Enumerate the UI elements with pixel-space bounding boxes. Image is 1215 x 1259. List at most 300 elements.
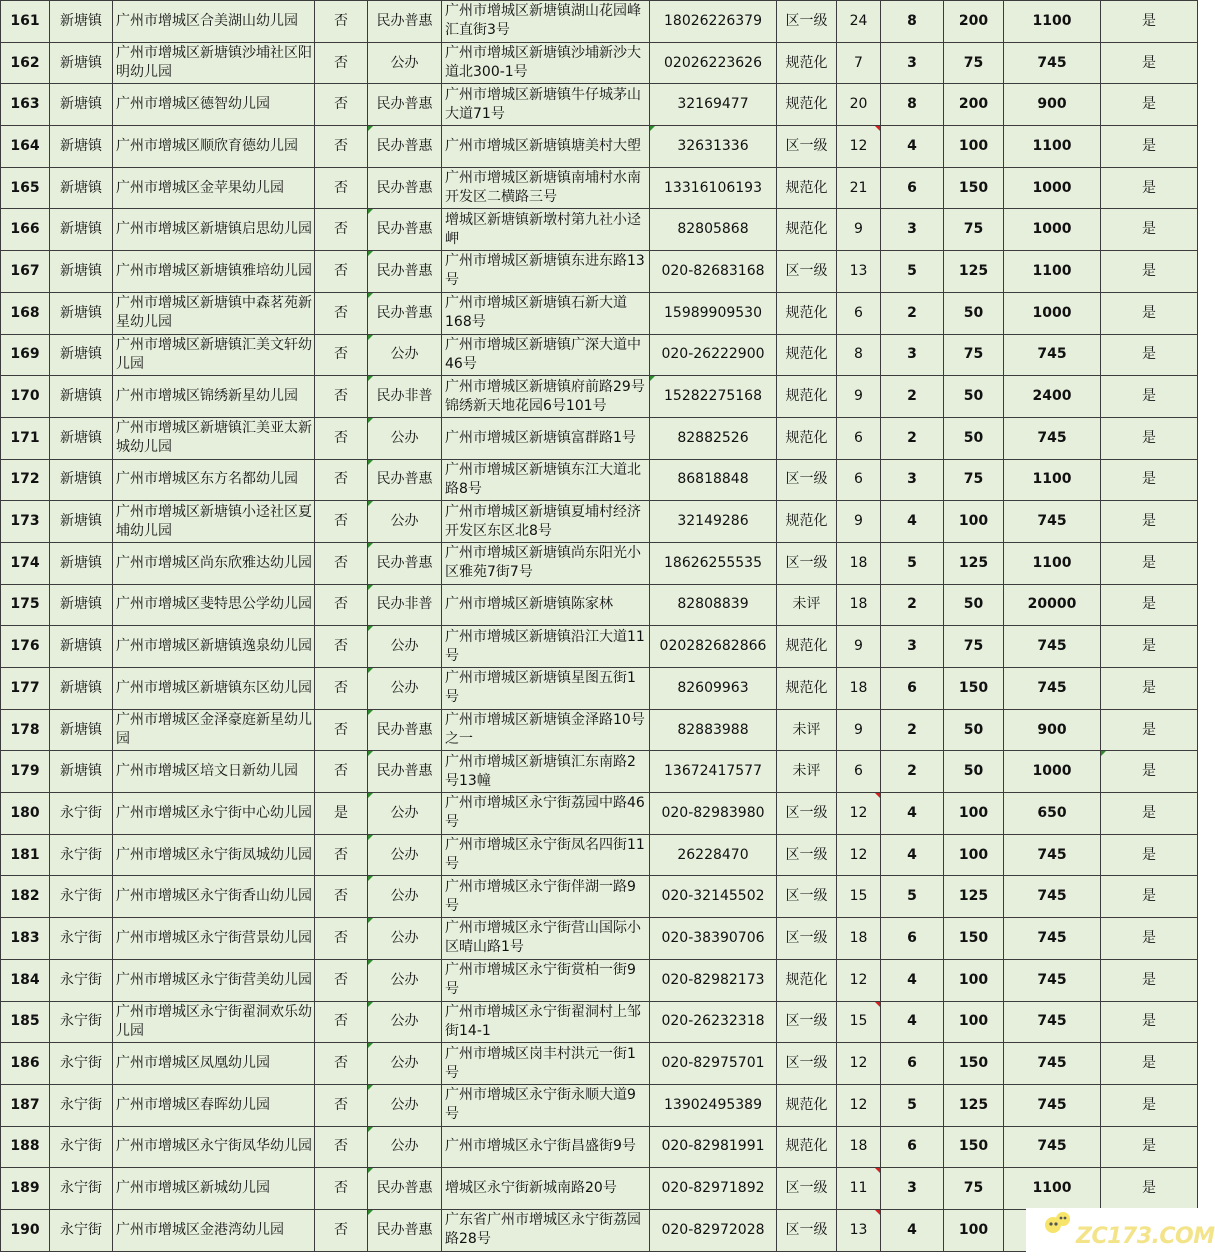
address-cell: 广州市增城区岗丰村洪元一街1号: [442, 1043, 650, 1085]
enroll-seats: 125: [944, 542, 1004, 584]
class-count: 7: [837, 42, 881, 84]
phone-cell: 020-26222900: [650, 334, 777, 376]
fee-cell: 745: [1004, 1084, 1101, 1126]
address-cell: 广州市增城区新塘镇广深大道中46号: [442, 334, 650, 376]
confirm-cell: 是: [1101, 584, 1198, 626]
address-cell: 广东省广州市增城区永宁街荔园路28号: [442, 1209, 650, 1251]
confirm-cell: 是: [1101, 751, 1198, 793]
ownership-type: 公办: [368, 1126, 442, 1168]
table-row: [1, 417, 1198, 459]
enroll-classes: 2: [881, 292, 944, 334]
enroll-seats: 150: [944, 668, 1004, 710]
confirm-cell: 是: [1101, 1168, 1198, 1210]
fee-cell: 1000: [1004, 292, 1101, 334]
confirm-cell: 是: [1101, 42, 1198, 84]
fee-cell: 745: [1004, 668, 1101, 710]
address-cell: 广州市增城区永宁街赏柏一街9号: [442, 959, 650, 1001]
kindergarten-name: 广州市增城区新塘镇小迳社区夏埔幼儿园: [113, 501, 315, 543]
table-row: [1, 501, 1198, 543]
demo-flag-cell: 否: [315, 417, 368, 459]
rating-level: 区一级: [777, 834, 837, 876]
rating-level: 区一级: [777, 126, 837, 168]
ownership-type: 公办: [368, 42, 442, 84]
enroll-classes: 4: [881, 126, 944, 168]
row-number: 184: [1, 959, 50, 1001]
kindergarten-name: 广州市增城区培文日新幼儿园: [113, 751, 315, 793]
phone-cell: 82883988: [650, 709, 777, 751]
kindergarten-name: 广州市增城区永宁街凤城幼儿园: [113, 834, 315, 876]
kindergarten-name: 广州市增城区新塘镇逸泉幼儿园: [113, 626, 315, 668]
enroll-classes: 5: [881, 1084, 944, 1126]
row-number: 190: [1, 1209, 50, 1251]
enroll-seats: 50: [944, 292, 1004, 334]
enroll-seats: 100: [944, 793, 1004, 835]
fee-cell: 2400: [1004, 376, 1101, 418]
kindergarten-name: 广州市增城区新塘镇沙埔社区阳明幼儿园: [113, 42, 315, 84]
town-cell: 新塘镇: [50, 751, 113, 793]
enroll-seats: 100: [944, 126, 1004, 168]
table-row: [1, 793, 1198, 835]
table-row: [1, 209, 1198, 251]
ownership-type: 民办普惠: [368, 459, 442, 501]
ownership-type: 民办普惠: [368, 1209, 442, 1251]
enroll-seats: 75: [944, 626, 1004, 668]
confirm-cell: 是: [1101, 1126, 1198, 1168]
smiley-logo-icon: [1044, 1210, 1072, 1236]
table-row: [1, 709, 1198, 751]
phone-cell: 13672417577: [650, 751, 777, 793]
row-number: 174: [1, 542, 50, 584]
row-number: 172: [1, 459, 50, 501]
town-cell: 永宁街: [50, 793, 113, 835]
phone-cell: 020-82971892: [650, 1168, 777, 1210]
kindergarten-name: 广州市增城区新塘镇东区幼儿园: [113, 668, 315, 710]
enroll-classes: 3: [881, 626, 944, 668]
phone-cell: 18626255535: [650, 542, 777, 584]
class-count: 9: [837, 376, 881, 418]
table-row: [1, 834, 1198, 876]
table-row: [1, 1209, 1198, 1251]
address-cell: 广州市增城区永宁街昌盛街9号: [442, 1126, 650, 1168]
fee-cell: 745: [1004, 834, 1101, 876]
ownership-type: 民办普惠: [368, 84, 442, 126]
rating-level: 规范化: [777, 209, 837, 251]
fee-cell: 900: [1004, 709, 1101, 751]
demo-flag-cell: 否: [315, 709, 368, 751]
town-cell: 永宁街: [50, 1168, 113, 1210]
table-row: [1, 42, 1198, 84]
town-cell: 永宁街: [50, 1209, 113, 1251]
demo-flag-cell: 否: [315, 1001, 368, 1043]
row-number: 178: [1, 709, 50, 751]
town-cell: 新塘镇: [50, 501, 113, 543]
rating-level: 区一级: [777, 1168, 837, 1210]
address-cell: 广州市增城区新塘镇陈家林: [442, 584, 650, 626]
class-count: 18: [837, 918, 881, 960]
ownership-type: 民办普惠: [368, 1168, 442, 1210]
town-cell: 永宁街: [50, 1084, 113, 1126]
enroll-classes: 4: [881, 501, 944, 543]
enroll-classes: 2: [881, 376, 944, 418]
rating-level: 规范化: [777, 626, 837, 668]
row-number: 163: [1, 84, 50, 126]
row-number: 164: [1, 126, 50, 168]
enroll-classes: 3: [881, 42, 944, 84]
demo-flag-cell: 是: [315, 793, 368, 835]
enroll-classes: 2: [881, 709, 944, 751]
ownership-type: 民办普惠: [368, 1, 442, 43]
town-cell: 新塘镇: [50, 584, 113, 626]
row-number: 185: [1, 1001, 50, 1043]
fee-cell: 1000: [1004, 751, 1101, 793]
row-number: 161: [1, 1, 50, 43]
class-count: 11: [837, 1168, 881, 1210]
row-number: 176: [1, 626, 50, 668]
fee-cell: 745: [1004, 334, 1101, 376]
ownership-type: 民办普惠: [368, 709, 442, 751]
rating-level: 未评: [777, 751, 837, 793]
enroll-seats: 125: [944, 876, 1004, 918]
kindergarten-name: 广州市增城区春晖幼儿园: [113, 1084, 315, 1126]
town-cell: 新塘镇: [50, 84, 113, 126]
enroll-seats: 100: [944, 959, 1004, 1001]
confirm-cell: 是: [1101, 793, 1198, 835]
rating-level: 规范化: [777, 1126, 837, 1168]
enroll-classes: 8: [881, 84, 944, 126]
town-cell: 新塘镇: [50, 376, 113, 418]
phone-cell: 15989909530: [650, 292, 777, 334]
confirm-cell: 是: [1101, 834, 1198, 876]
class-count: 9: [837, 501, 881, 543]
town-cell: 新塘镇: [50, 292, 113, 334]
class-count: 6: [837, 459, 881, 501]
rating-level: 未评: [777, 584, 837, 626]
rating-level: 区一级: [777, 251, 837, 293]
address-cell: 广州市增城区新塘镇东进东路13号: [442, 251, 650, 293]
ownership-type: 公办: [368, 1084, 442, 1126]
confirm-cell: 是: [1101, 1001, 1198, 1043]
phone-cell: 020-82975701: [650, 1043, 777, 1085]
phone-cell: 82808839: [650, 584, 777, 626]
demo-flag-cell: 否: [315, 918, 368, 960]
rating-level: 规范化: [777, 959, 837, 1001]
demo-flag-cell: 否: [315, 876, 368, 918]
class-count: 15: [837, 1001, 881, 1043]
class-count: 13: [837, 1209, 881, 1251]
enroll-seats: 100: [944, 501, 1004, 543]
enroll-classes: 4: [881, 1209, 944, 1251]
row-number: 173: [1, 501, 50, 543]
fee-cell: 20000: [1004, 584, 1101, 626]
town-cell: 永宁街: [50, 876, 113, 918]
demo-flag-cell: 否: [315, 334, 368, 376]
class-count: 24: [837, 1, 881, 43]
table-row: [1, 1001, 1198, 1043]
enroll-classes: 6: [881, 1126, 944, 1168]
ownership-type: 民办普惠: [368, 751, 442, 793]
class-count: 21: [837, 167, 881, 209]
enroll-seats: 75: [944, 42, 1004, 84]
enroll-seats: 50: [944, 709, 1004, 751]
enroll-classes: 2: [881, 584, 944, 626]
rating-level: 规范化: [777, 42, 837, 84]
table-row: [1, 668, 1198, 710]
row-number: 179: [1, 751, 50, 793]
town-cell: 永宁街: [50, 959, 113, 1001]
ownership-type: 公办: [368, 668, 442, 710]
kindergarten-name: 广州市增城区新塘镇汇美文轩幼儿园: [113, 334, 315, 376]
row-number: 170: [1, 376, 50, 418]
row-number: 183: [1, 918, 50, 960]
phone-cell: 020-82981991: [650, 1126, 777, 1168]
phone-cell: 020-82683168: [650, 251, 777, 293]
class-count: 9: [837, 626, 881, 668]
table-row: [1, 84, 1198, 126]
table-row: [1, 876, 1198, 918]
rating-level: 区一级: [777, 1, 837, 43]
demo-flag-cell: 否: [315, 84, 368, 126]
enroll-classes: 3: [881, 1168, 944, 1210]
kindergarten-name: 广州市增城区永宁街凤华幼儿园: [113, 1126, 315, 1168]
town-cell: 新塘镇: [50, 709, 113, 751]
fee-cell: 745: [1004, 876, 1101, 918]
enroll-seats: 50: [944, 751, 1004, 793]
phone-cell: 82609963: [650, 668, 777, 710]
class-count: 6: [837, 417, 881, 459]
row-number: 167: [1, 251, 50, 293]
enroll-seats: 200: [944, 84, 1004, 126]
fee-cell: 1100: [1004, 1168, 1101, 1210]
class-count: 12: [837, 1043, 881, 1085]
address-cell: 广州市增城区新塘镇汇东南路2号13幢: [442, 751, 650, 793]
fee-cell: 745: [1004, 1043, 1101, 1085]
address-cell: 广州市增城区新塘镇沿江大道11号: [442, 626, 650, 668]
class-count: 20: [837, 84, 881, 126]
demo-flag-cell: 否: [315, 126, 368, 168]
phone-cell: 13902495389: [650, 1084, 777, 1126]
watermark-text: ZC173.COM: [1076, 1224, 1215, 1249]
rating-level: 规范化: [777, 501, 837, 543]
kindergarten-name: 广州市增城区顺欣育德幼儿园: [113, 126, 315, 168]
kindergarten-name: 广州市增城区尚东欣雅达幼儿园: [113, 542, 315, 584]
address-cell: 广州市增城区新塘镇沙埔新沙大道北300-1号: [442, 42, 650, 84]
fee-cell: 745: [1004, 501, 1101, 543]
demo-flag-cell: 否: [315, 209, 368, 251]
confirm-cell: 是: [1101, 167, 1198, 209]
town-cell: 永宁街: [50, 834, 113, 876]
kindergarten-name: 广州市增城区永宁街翟洞欢乐幼儿园: [113, 1001, 315, 1043]
town-cell: 永宁街: [50, 1043, 113, 1085]
rating-level: 规范化: [777, 292, 837, 334]
rating-level: 规范化: [777, 84, 837, 126]
kindergarten-name: 广州市增城区东方名都幼儿园: [113, 459, 315, 501]
address-cell: 广州市增城区永宁街永顺大道9号: [442, 1084, 650, 1126]
enroll-seats: 150: [944, 918, 1004, 960]
class-count: 9: [837, 709, 881, 751]
enroll-classes: 3: [881, 459, 944, 501]
class-count: 6: [837, 292, 881, 334]
town-cell: 新塘镇: [50, 251, 113, 293]
fee-cell: 745: [1004, 42, 1101, 84]
town-cell: 永宁街: [50, 1001, 113, 1043]
ownership-type: 公办: [368, 417, 442, 459]
demo-flag-cell: 否: [315, 251, 368, 293]
rating-level: 区一级: [777, 1209, 837, 1251]
enroll-classes: 6: [881, 668, 944, 710]
row-number: 187: [1, 1084, 50, 1126]
class-count: 6: [837, 751, 881, 793]
phone-cell: 86818848: [650, 459, 777, 501]
demo-flag-cell: 否: [315, 584, 368, 626]
enroll-classes: 2: [881, 417, 944, 459]
enroll-classes: 6: [881, 1043, 944, 1085]
confirm-cell: 是: [1101, 126, 1198, 168]
town-cell: 新塘镇: [50, 334, 113, 376]
address-cell: 广州市增城区永宁街翟洞村上邹街14-1: [442, 1001, 650, 1043]
fee-cell: 745: [1004, 626, 1101, 668]
rating-level: 规范化: [777, 334, 837, 376]
fee-cell: 650: [1004, 793, 1101, 835]
enroll-classes: 4: [881, 834, 944, 876]
table-row: [1, 959, 1198, 1001]
enroll-classes: 3: [881, 334, 944, 376]
demo-flag-cell: 否: [315, 1168, 368, 1210]
kindergarten-name: 广州市增城区德智幼儿园: [113, 84, 315, 126]
phone-cell: 020282682866: [650, 626, 777, 668]
ownership-type: 公办: [368, 918, 442, 960]
enroll-seats: 150: [944, 1043, 1004, 1085]
demo-flag-cell: 否: [315, 292, 368, 334]
address-cell: 广州市增城区新塘镇金泽路10号之一: [442, 709, 650, 751]
table-row: [1, 292, 1198, 334]
fee-cell: 745: [1004, 1001, 1101, 1043]
confirm-cell: 是: [1101, 668, 1198, 710]
class-count: 12: [837, 959, 881, 1001]
fee-cell: 745: [1004, 417, 1101, 459]
enroll-classes: 5: [881, 876, 944, 918]
phone-cell: 26228470: [650, 834, 777, 876]
ownership-type: 公办: [368, 959, 442, 1001]
table-row: [1, 459, 1198, 501]
kindergarten-name: 广州市增城区永宁街中心幼儿园: [113, 793, 315, 835]
enroll-classes: 4: [881, 959, 944, 1001]
enroll-classes: 8: [881, 1, 944, 43]
rating-level: 规范化: [777, 668, 837, 710]
table-row: [1, 1168, 1198, 1210]
demo-flag-cell: 否: [315, 626, 368, 668]
fee-cell: 745: [1004, 1126, 1101, 1168]
kindergarten-name: 广州市增城区新塘镇汇美亚太新城幼儿园: [113, 417, 315, 459]
confirm-cell: 是: [1101, 1, 1198, 43]
town-cell: 新塘镇: [50, 542, 113, 584]
rating-level: 规范化: [777, 376, 837, 418]
row-number: 182: [1, 876, 50, 918]
table-row: [1, 1043, 1198, 1085]
town-cell: 新塘镇: [50, 1, 113, 43]
enroll-seats: 125: [944, 1084, 1004, 1126]
fee-cell: 1100: [1004, 459, 1101, 501]
phone-cell: 02026223626: [650, 42, 777, 84]
demo-flag-cell: 否: [315, 42, 368, 84]
confirm-cell: 是: [1101, 459, 1198, 501]
demo-flag-cell: 否: [315, 834, 368, 876]
enroll-classes: 5: [881, 251, 944, 293]
demo-flag-cell: 否: [315, 1043, 368, 1085]
row-number: 175: [1, 584, 50, 626]
confirm-cell: 是: [1101, 959, 1198, 1001]
demo-flag-cell: 否: [315, 167, 368, 209]
confirm-cell: 是: [1101, 918, 1198, 960]
ownership-type: 民办普惠: [368, 167, 442, 209]
town-cell: 新塘镇: [50, 42, 113, 84]
class-count: 18: [837, 1126, 881, 1168]
enroll-seats: 50: [944, 417, 1004, 459]
demo-flag-cell: 否: [315, 501, 368, 543]
town-cell: 新塘镇: [50, 668, 113, 710]
enroll-seats: 50: [944, 584, 1004, 626]
row-number: 186: [1, 1043, 50, 1085]
class-count: 12: [837, 834, 881, 876]
table-row: [1, 334, 1198, 376]
confirm-cell: 是: [1101, 376, 1198, 418]
rating-level: 规范化: [777, 167, 837, 209]
phone-cell: 020-82982173: [650, 959, 777, 1001]
demo-flag-cell: 否: [315, 376, 368, 418]
address-cell: 广州市增城区新塘镇府前路29号锦绣新天地花园6号101号: [442, 376, 650, 418]
row-number: 166: [1, 209, 50, 251]
demo-flag-cell: 否: [315, 959, 368, 1001]
address-cell: 广州市增城区新塘镇夏埔村经济开发区东区北8号: [442, 501, 650, 543]
enroll-seats: 150: [944, 1126, 1004, 1168]
fee-cell: 900: [1004, 84, 1101, 126]
kindergarten-name: 广州市增城区永宁街营美幼儿园: [113, 959, 315, 1001]
row-number: 169: [1, 334, 50, 376]
phone-cell: 32149286: [650, 501, 777, 543]
ownership-type: 民办普惠: [368, 251, 442, 293]
row-number: 181: [1, 834, 50, 876]
watermark: [1026, 1208, 1215, 1259]
address-cell: 广州市增城区新塘镇东江大道北路8号: [442, 459, 650, 501]
enroll-seats: 100: [944, 1001, 1004, 1043]
phone-cell: 82882526: [650, 417, 777, 459]
address-cell: 广州市增城区永宁街凤名四街11号: [442, 834, 650, 876]
fee-cell: 745: [1004, 959, 1101, 1001]
rating-level: 区一级: [777, 876, 837, 918]
demo-flag-cell: 否: [315, 1209, 368, 1251]
class-count: 8: [837, 334, 881, 376]
class-count: 12: [837, 793, 881, 835]
table-row: [1, 584, 1198, 626]
enroll-classes: 6: [881, 167, 944, 209]
enroll-seats: 100: [944, 834, 1004, 876]
fee-cell: 1000: [1004, 167, 1101, 209]
fee-cell: 1100: [1004, 251, 1101, 293]
phone-cell: 020-38390706: [650, 918, 777, 960]
class-count: 9: [837, 209, 881, 251]
kindergarten-name: 广州市增城区合美湖山幼儿园: [113, 1, 315, 43]
demo-flag-cell: 否: [315, 668, 368, 710]
ownership-type: 公办: [368, 1001, 442, 1043]
enroll-classes: 3: [881, 209, 944, 251]
address-cell: 广州市增城区永宁街伴湖一路9号: [442, 876, 650, 918]
row-number: 165: [1, 167, 50, 209]
enroll-seats: 50: [944, 376, 1004, 418]
enroll-seats: 75: [944, 459, 1004, 501]
ownership-type: 公办: [368, 501, 442, 543]
kindergarten-name: 广州市增城区金港湾幼儿园: [113, 1209, 315, 1251]
rating-level: 区一级: [777, 1001, 837, 1043]
confirm-cell: 是: [1101, 334, 1198, 376]
